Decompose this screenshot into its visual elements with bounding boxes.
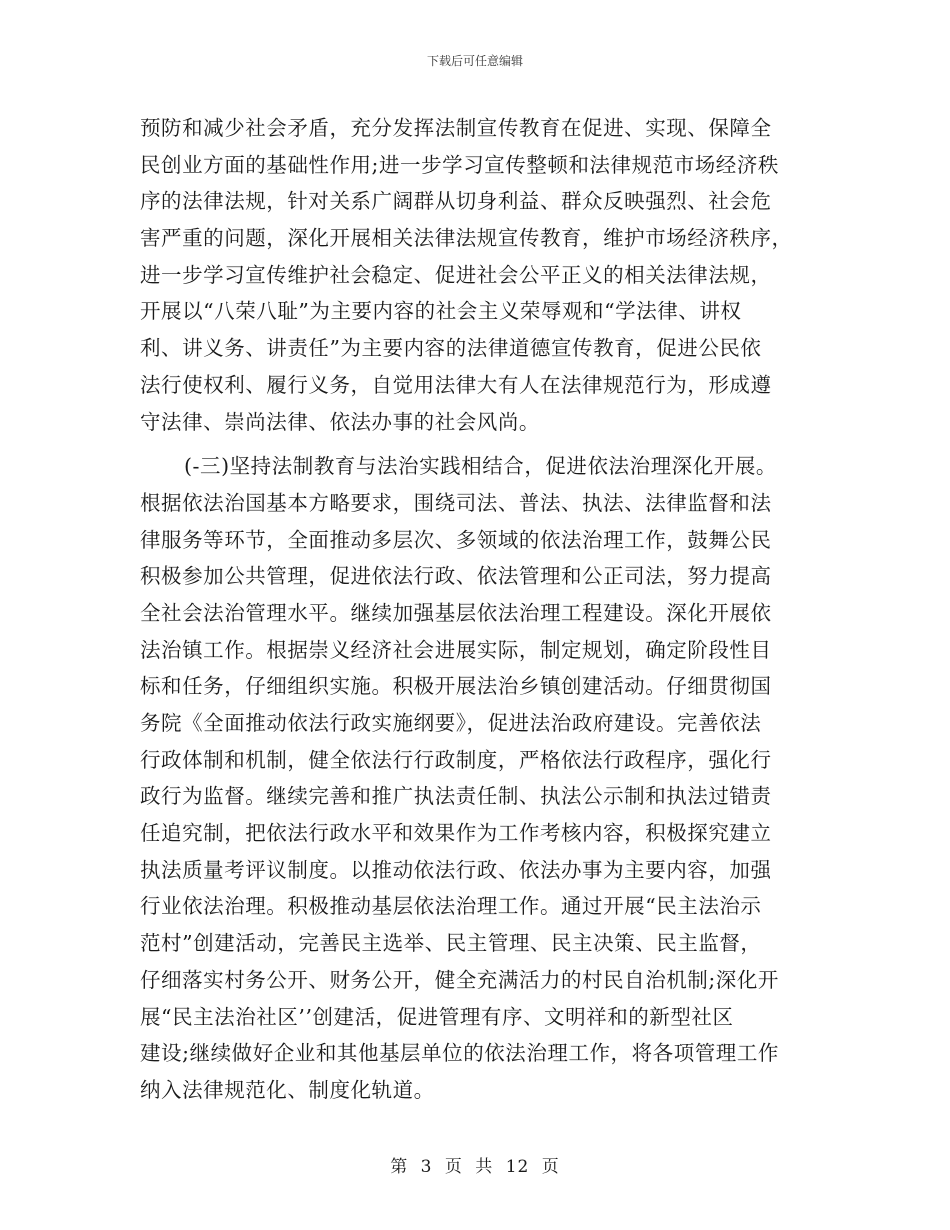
text-line: 法行使权利、履行义务，自觉用法律大有人在法律规范行为，形成遵 [140, 372, 772, 397]
text-line: 律服务等环节，全面推动多层次、多领域的依法治理工作，鼓舞公民 [140, 527, 772, 552]
text-line: 纳入法律规范化、制度化轨道。 [140, 1077, 435, 1102]
text-line: 仔细落实村务公开、财务公开，健全充满活力的村民自治机制;深化开 [140, 967, 779, 992]
text-line: 开展以“八荣八耻”为主要内容的社会主义荣辱观和“学法律、讲权 [140, 299, 742, 324]
document-body [140, 110, 820, 1109]
text-line: 标和任务，仔细组织实施。积极开展法治乡镇创建活动。仔细贯彻国 [140, 674, 772, 699]
text-line: 守法律、崇尚法律、依法办事的社会风尚。 [140, 409, 540, 434]
text-line: 务院《全面推动依法行政实施纲要》，促进法治政府建设。完善依法 [140, 711, 762, 735]
paragraph-1 [140, 110, 820, 440]
text-line: 害严重的问题，深化开展相关法律法规宣传教育，维护市场经济秩序， [140, 226, 793, 251]
text-line: 利、讲义务、讲责任”为主要内容的法律道德宣传教育，促进公民依 [140, 336, 762, 361]
text-line: 行政体制和机制，健全依法行行政制度，严格依法行政程序，强化行 [140, 747, 772, 772]
text-line: 建设;继续做好企业和其他基层单位的依法治理工作，将各项管理工作 [140, 1041, 779, 1066]
text-line: 积极参加公共管理，促进依法行政、依法管理和公正司法，努力提高 [140, 564, 772, 589]
paragraph-2 [140, 448, 820, 1108]
paragraph-spacer [140, 440, 820, 448]
text-line: 执法质量考评议制度。以推动依法行政、依法办事为主要内容，加强 [140, 857, 772, 882]
text-line: 展“民主法治社区’’创建活，促进管理有序、文明祥和的新型社区 [140, 1004, 734, 1029]
text-line: 进一步学习宣传维护社会稳定、促进社会公平正义的相关法律法规， [140, 262, 772, 287]
text-line: 行业依法治理。积极推动基层依法治理工作。通过开展“民主法治示 [140, 894, 762, 919]
text-line: 根据依法治国基本方略要求，围绕司法、普法、执法、法律监督和法 [140, 490, 772, 515]
text-line: 序的法律法规，针对关系广阔群从切身利益、群众反映强烈、社会危 [140, 189, 772, 214]
text-line: 任追究制，把依法行政水平和效果作为工作考核内容，积极探究建立 [140, 821, 772, 846]
text-line: 全社会法治管理水平。继续加强基层依法治理工程建设。深化开展依 [140, 600, 772, 625]
text-line: 民创业方面的基础性作用;进一步学习宣传整顿和法律规范市场经济秩 [140, 152, 779, 177]
text-line: (-三)坚持法制教育与法治实践相结合，促进依法治理深化开展。 [184, 454, 777, 479]
text-line: 法治镇工作。根据崇义经济社会进展实际，制定规划，确定阶段性目 [140, 637, 772, 662]
text-line: 预防和减少社会矛盾，充分发挥法制宣传教育在促进、实现、保障全 [140, 116, 772, 140]
text-line: 政行为监督。继续完善和推广执法责任制、执法公示制和执法过错责 [140, 784, 772, 809]
page-number-footer: 第 3 页 共 12 页 [390, 1157, 560, 1177]
page-header: 下载后可任意编辑 [426, 54, 523, 68]
text-line: 范村”创建活动，完善民主选举、民主管理、民主决策、民主监督， [140, 931, 762, 956]
